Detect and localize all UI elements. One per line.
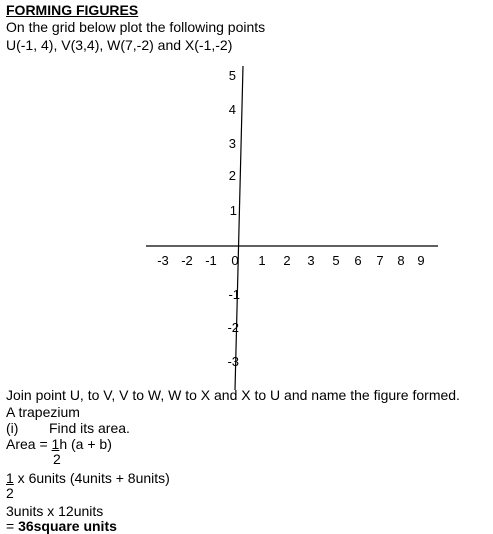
- y-tick-label: -3: [227, 354, 239, 369]
- y-axis: [235, 66, 243, 390]
- instruction-text: On the grid below plot the following points: [6, 19, 266, 35]
- y-tick-label: 3: [228, 136, 236, 151]
- step1-rest: x 6units (4units + 8units): [13, 470, 170, 486]
- x-tick-label: 2: [283, 253, 291, 268]
- y-tick-label: 4: [228, 102, 236, 117]
- y-tick-label: -2: [227, 320, 239, 335]
- page-title: FORMING FIGURES: [6, 2, 139, 18]
- part-i-text: Find its area.: [49, 420, 130, 436]
- result-prefix: =: [6, 518, 19, 534]
- formula-rest: h (a + b): [59, 436, 112, 452]
- points-list: U(-1, 4), V(3,4), W(7,-2) and X(-1,-2): [6, 37, 233, 53]
- part-i-label: (i): [6, 420, 19, 436]
- step1-numerator: 1: [6, 470, 14, 486]
- x-tick-label: 6: [354, 253, 362, 268]
- x-tick-label: -3: [157, 253, 169, 268]
- y-tick-label: -1: [228, 287, 240, 302]
- x-tick-label: 9: [417, 253, 425, 268]
- formula-denominator: 2: [53, 451, 61, 467]
- answer-figure: A trapezium: [6, 404, 80, 420]
- join-instruction: Join point U, to V, V to W, W to X and X to U and name the figure formed.: [6, 387, 460, 403]
- result-value: 36square units: [18, 518, 117, 534]
- x-tick-label: 1: [258, 253, 266, 268]
- x-tick-label: -2: [181, 253, 193, 268]
- formula-numerator: 1: [51, 436, 60, 452]
- x-tick-label: 0: [231, 253, 239, 268]
- y-tick-label: 1: [229, 203, 237, 218]
- formula-prefix: Area =: [6, 436, 52, 452]
- x-tick-label: 5: [332, 253, 340, 268]
- x-tick-label: -1: [205, 253, 217, 268]
- x-tick-label: 3: [307, 253, 315, 268]
- step1-line: [6, 470, 170, 486]
- formula-line: [6, 436, 112, 452]
- result-line: [6, 518, 117, 534]
- step2-line: 3units x 12units: [6, 503, 104, 519]
- step1-denominator: 2: [6, 485, 14, 501]
- y-tick-label: 5: [228, 68, 236, 83]
- x-tick-label: 8: [397, 253, 405, 268]
- x-tick-label: 7: [376, 253, 384, 268]
- y-tick-label: 2: [228, 168, 236, 183]
